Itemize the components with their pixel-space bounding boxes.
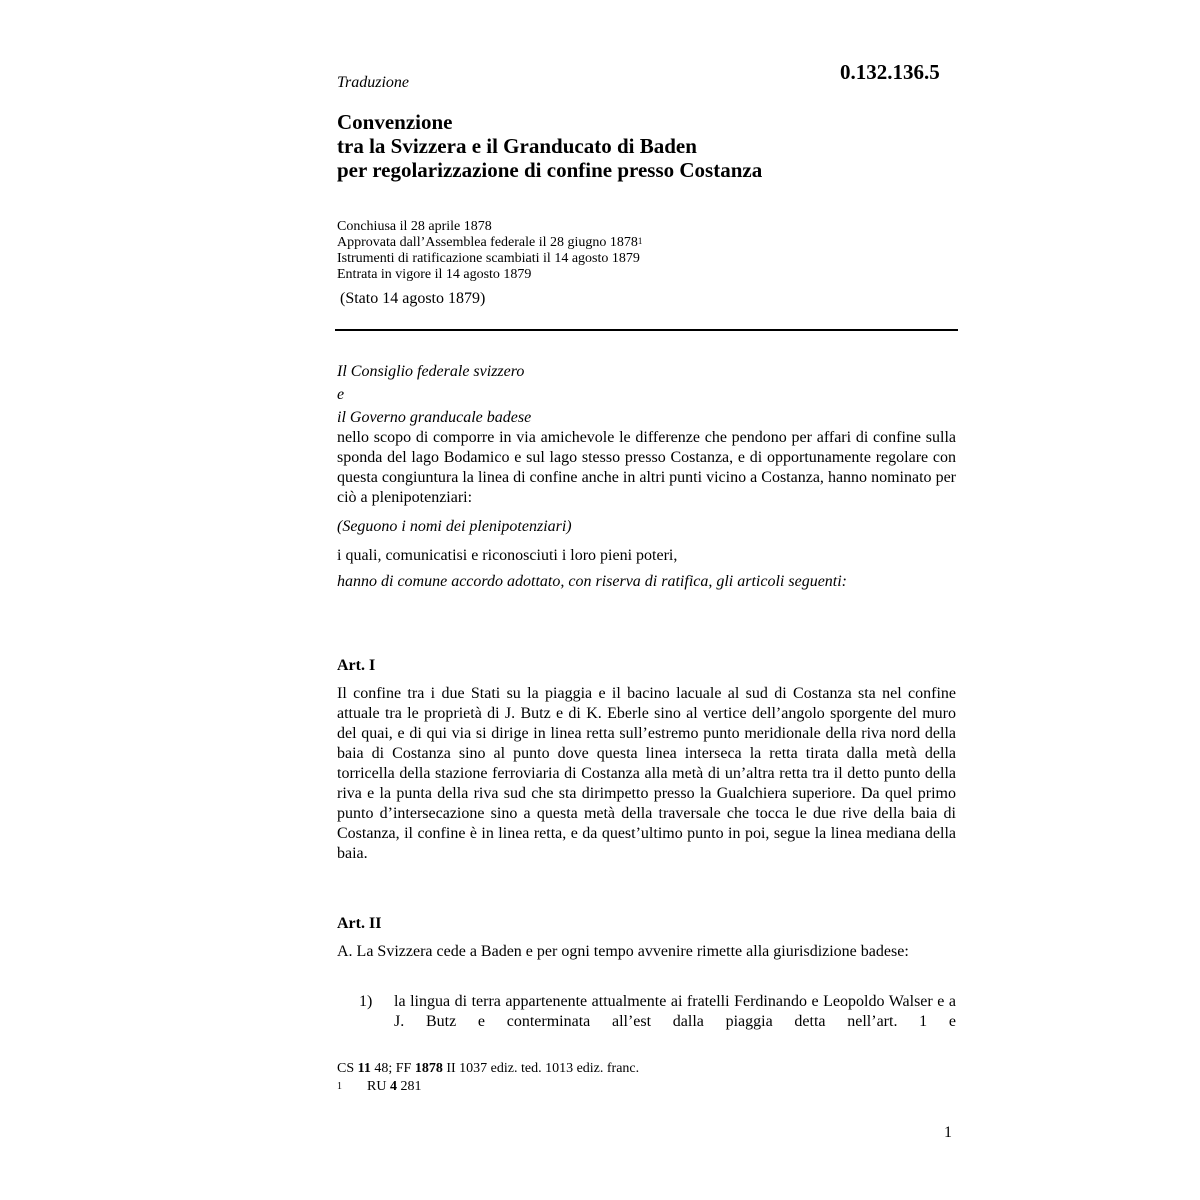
cs-volume: 11 — [357, 1061, 371, 1076]
preamble-paragraph: nello scopo di comporre in via amichevole le differenze che pendono per affari di confine sulla sponda del lago Bodamico e sul lago stesso presso Costanza, e di opportunamente regolare con questa congiuntura la linea di confine anche in altri punti vicino a Costanza, hanno nominato per ciò a plenipotenziari: — [337, 429, 956, 506]
footnote-ref[interactable]: 1 — [637, 236, 643, 246]
plenipotentiaries-note: (Seguono i nomi dei plenipotenziari) — [337, 518, 572, 535]
party-swiss: Il Consiglio federale svizzero — [337, 363, 525, 380]
title-line: tra la Svizzera e il Granducato di Baden — [337, 134, 697, 158]
meta-entrata: Entrata in vigore il 14 agosto 1879 — [337, 267, 532, 282]
sr-number: 0.132.136.5 — [840, 60, 940, 84]
cs-prefix: CS — [337, 1061, 358, 1076]
header-divider — [335, 329, 958, 331]
source-reference — [337, 1060, 639, 1078]
status-date: (Stato 14 agosto 1879) — [340, 290, 486, 307]
meta-approvata-text: Approvata dall’Assemblea federale il 28 giugno 1878 — [337, 235, 638, 250]
party-baden: il Governo granducale badese — [337, 409, 532, 426]
ru-prefix: RU — [367, 1079, 390, 1094]
meta-istrumenti: Istrumenti di ratificazione scambiati il 14 agosto 1879 — [337, 251, 640, 266]
title-line: per regolarizzazione di confine presso Costanza — [337, 158, 763, 182]
footnote-1 — [337, 1078, 639, 1096]
ru-volume: 4 — [389, 1079, 397, 1094]
article-text: Il confine tra i due Stati su la piaggia e il bacino lacuale al sud di Costanza sta nel confine attuale tra le proprietà di J. Butz e di K. Eberle sino al vertice dell’angolo sporgente del muro del quai, e di qui via si dirige in linea retta sull’estremo punto meridionale della riva nord della baia di Costanza sino al punto dove questa linea interseca la retta tirata dalla metà della torricella della stazione ferroviaria di Costanza alla metà di un’altra retta tra il detto punto della riva e la punta della riva sud che sta dirimpetto presso la Gualchiera superiore. Da quel primo punto d’intersecazione sino a questa metà della traversale che tocca le due rive della baia di Costanza, il confine è in linea retta, e da quest’ultimo punto in poi, segue la linea mediana della baia. — [337, 685, 956, 862]
list-item — [337, 992, 956, 1032]
ff-reference: II 1037 ediz. ted. 1013 ediz. franc. — [442, 1061, 640, 1076]
ru-page: 281 — [396, 1079, 422, 1094]
article-heading: Art. I — [337, 657, 376, 674]
ff-year: 1878 — [414, 1061, 443, 1076]
metadata-block — [337, 219, 642, 283]
contracting-parties — [337, 360, 956, 429]
footnote-mark: 1 — [337, 1081, 342, 1092]
cs-page: 48; FF — [370, 1061, 415, 1076]
adoption-paragraph: hanno di comune accordo adottato, con riserva di ratifica, gli articoli seguenti: — [337, 573, 848, 590]
list-item-text: la lingua di terra appartenente attualmente ai fratelli Ferdinando e Leopoldo Walser e a J. Butz e conterminata all’est dalla piaggia detta nell’art. 1 e — [394, 993, 956, 1030]
list-item-number: 1) — [359, 993, 373, 1010]
article-text: A. La Svizzera cede a Baden e per ogni tempo avvenire rimette alla giurisdizione badese: — [337, 943, 909, 960]
footnotes — [337, 1060, 639, 1096]
translation-label: Traduzione — [337, 74, 410, 91]
meta-conchiusa: Conchiusa il 28 aprile 1878 — [337, 219, 492, 234]
title-line: Convenzione — [337, 110, 453, 134]
page-number: 1 — [944, 1124, 952, 1141]
powers-paragraph: i quali, comunicatisi e riconosciuti i loro pieni poteri, — [337, 547, 678, 564]
party-conjunction: e — [337, 386, 345, 403]
article-heading: Art. II — [337, 915, 382, 932]
document-title — [337, 110, 762, 182]
meta-approvata — [337, 235, 642, 251]
